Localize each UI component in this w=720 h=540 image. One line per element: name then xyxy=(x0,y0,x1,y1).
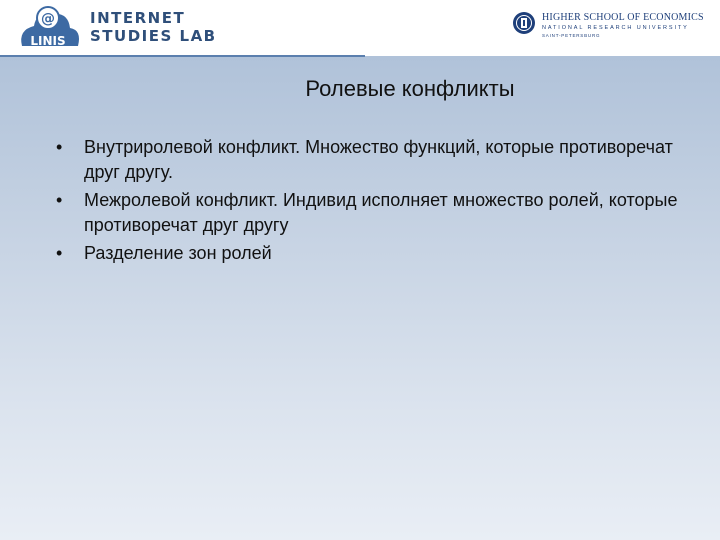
hse-subtitle: NATIONAL RESEARCH UNIVERSITY xyxy=(542,25,689,31)
slide-title-text: Ролевые конфликты xyxy=(305,76,515,101)
slide-title xyxy=(0,76,720,102)
bullet-text: Разделение зон ролей xyxy=(84,243,272,263)
bullet-item xyxy=(56,241,696,266)
bullet-item xyxy=(56,188,696,238)
svg-text:@: @ xyxy=(41,11,55,27)
lab-name-line1: INTERNET xyxy=(90,9,186,27)
bullet-dot: • xyxy=(56,190,63,210)
linis-label: LINIS xyxy=(30,34,66,48)
hse-name: HIGHER SCHOOL OF ECONOMICS xyxy=(542,12,704,23)
header-divider xyxy=(0,55,365,57)
bullet-dot: • xyxy=(56,137,63,157)
hse-wordmark xyxy=(542,12,704,39)
hse-city: SAINT-PETERSBURG xyxy=(542,33,601,38)
linis-logo xyxy=(14,4,84,54)
hse-emblem-icon xyxy=(512,11,536,35)
bullet-dot: • xyxy=(56,243,63,263)
bullet-text: Внутриролевой конфликт. Множество функций, которые противоречат друг другу. xyxy=(84,137,673,182)
lab-name-line2: STUDIES LAB xyxy=(90,27,217,45)
bullet-item xyxy=(56,135,696,185)
slide-header xyxy=(0,0,720,56)
lab-name xyxy=(90,9,217,45)
bullet-text: Межролевой конфликт. Индивид исполняет множество ролей, которые противоречат друг другу xyxy=(84,190,678,235)
bullet-list xyxy=(56,135,696,269)
